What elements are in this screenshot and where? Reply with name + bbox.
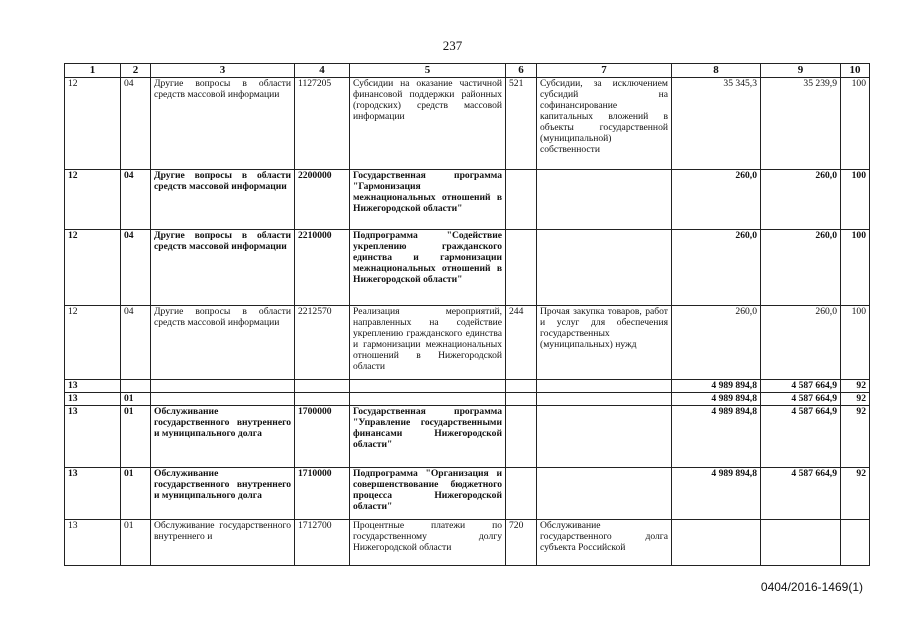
cell-executed: 4 587 664,9	[761, 468, 841, 520]
document-code: 0404/2016-1469(1)	[760, 580, 863, 594]
cell-section: 13	[65, 380, 121, 393]
cell-subsection: 04	[121, 78, 151, 170]
header-cell: 9	[761, 64, 841, 78]
cell-target-name: Подпрограмма "Содействие укреплению гражданского единства и гармонизации межнациональных отношений в Нижегородской области"	[350, 230, 506, 306]
header-cell: 2	[121, 64, 151, 78]
header-cell: 10	[841, 64, 870, 78]
cell-expense-type: 720	[506, 520, 537, 566]
cell-target-name	[350, 393, 506, 406]
cell-subsection: 04	[121, 306, 151, 380]
cell-target-name: Процентные платежи по государственному долгу Нижегородской области	[350, 520, 506, 566]
cell-target-name: Государственная программа "Управление государственными финансами Нижегородской области"	[350, 406, 506, 468]
table-row	[65, 170, 870, 230]
cell-plan: 4 989 894,8	[672, 380, 761, 393]
cell-executed: 260,0	[761, 230, 841, 306]
header-cell: 5	[350, 64, 506, 78]
cell-target-code: 1710000	[295, 468, 350, 520]
cell-target-code	[295, 393, 350, 406]
table-row	[65, 230, 870, 306]
cell-expense-type	[506, 468, 537, 520]
cell-percent: 92	[841, 406, 870, 468]
cell-target-name: Подпрограмма "Организация и совершенствование бюджетного процесса Нижегородской области"	[350, 468, 506, 520]
cell-percent: 100	[841, 78, 870, 170]
cell-percent: 100	[841, 170, 870, 230]
cell-plan: 4 989 894,8	[672, 468, 761, 520]
table-row	[65, 380, 870, 393]
cell-section-name: Другие вопросы в области средств массовой информации	[151, 306, 295, 380]
budget-table	[64, 63, 870, 566]
cell-subsection: 04	[121, 170, 151, 230]
cell-target-name: Государственная программа "Гармонизация межнациональных отношений в Нижегородской области"	[350, 170, 506, 230]
cell-executed: 260,0	[761, 170, 841, 230]
cell-target-name: Субсидии на оказание частичной финансовой поддержки районных (городских) средств массовой информации	[350, 78, 506, 170]
cell-section-name: Другие вопросы в области средств массовой информации	[151, 230, 295, 306]
cell-expense-name	[537, 380, 672, 393]
cell-executed: 35 239,9	[761, 78, 841, 170]
cell-section: 13	[65, 393, 121, 406]
cell-section: 12	[65, 230, 121, 306]
cell-section-name	[151, 380, 295, 393]
table-row	[65, 393, 870, 406]
cell-expense-type: 244	[506, 306, 537, 380]
cell-expense-name	[537, 468, 672, 520]
cell-section-name	[151, 393, 295, 406]
cell-subsection: 01	[121, 393, 151, 406]
cell-plan	[672, 520, 761, 566]
cell-section-name: Другие вопросы в области средств массовой информации	[151, 78, 295, 170]
cell-expense-name	[537, 170, 672, 230]
cell-section-name: Другие вопросы в области средств массовой информации	[151, 170, 295, 230]
cell-expense-name: Субсидии, за исключением субсидий на софинансирование капитальных вложений в объекты государственной (муниципальной) собственности	[537, 78, 672, 170]
cell-expense-type	[506, 230, 537, 306]
cell-target-code: 1127205	[295, 78, 350, 170]
cell-executed: 260,0	[761, 306, 841, 380]
cell-section-name: Обслуживание государственного внутреннего и	[151, 520, 295, 566]
cell-plan: 260,0	[672, 306, 761, 380]
cell-executed: 4 587 664,9	[761, 393, 841, 406]
cell-target-code: 1712700	[295, 520, 350, 566]
table-row	[65, 406, 870, 468]
cell-expense-name: Прочая закупка товаров, работ и услуг для обеспечения государственных (муниципальных) нужд	[537, 306, 672, 380]
cell-subsection: 01	[121, 468, 151, 520]
cell-target-code: 1700000	[295, 406, 350, 468]
header-cell: 4	[295, 64, 350, 78]
cell-percent: 100	[841, 306, 870, 380]
cell-expense-type	[506, 170, 537, 230]
cell-percent: 100	[841, 230, 870, 306]
cell-plan: 260,0	[672, 230, 761, 306]
cell-section-name: Обслуживание государственного внутреннего и муниципального долга	[151, 468, 295, 520]
cell-expense-name	[537, 393, 672, 406]
cell-expense-type: 521	[506, 78, 537, 170]
cell-expense-name: Обслуживание государственного долга субъекта Российской	[537, 520, 672, 566]
cell-percent: 92	[841, 468, 870, 520]
header-row	[65, 64, 870, 78]
cell-expense-name	[537, 406, 672, 468]
cell-target-name	[350, 380, 506, 393]
header-cell: 3	[151, 64, 295, 78]
cell-expense-type	[506, 406, 537, 468]
cell-expense-type	[506, 393, 537, 406]
cell-executed: 4 587 664,9	[761, 406, 841, 468]
cell-plan: 35 345,3	[672, 78, 761, 170]
header-cell: 6	[506, 64, 537, 78]
cell-subsection	[121, 380, 151, 393]
cell-section: 13	[65, 406, 121, 468]
cell-section: 12	[65, 170, 121, 230]
cell-executed	[761, 520, 841, 566]
header-cell: 1	[65, 64, 121, 78]
cell-subsection: 01	[121, 520, 151, 566]
cell-percent	[841, 520, 870, 566]
cell-target-name: Реализация мероприятий, направленных на содействие укреплению гражданского единства и гармонизации межнациональных отношений в Нижегородской области	[350, 306, 506, 380]
header-cell: 8	[672, 64, 761, 78]
cell-plan: 4 989 894,8	[672, 393, 761, 406]
header-cell: 7	[537, 64, 672, 78]
cell-section-name: Обслуживание государственного внутреннего и муниципального долга	[151, 406, 295, 468]
cell-section: 12	[65, 78, 121, 170]
cell-target-code: 2200000	[295, 170, 350, 230]
cell-subsection: 04	[121, 230, 151, 306]
cell-target-code: 2212570	[295, 306, 350, 380]
cell-target-code: 2210000	[295, 230, 350, 306]
table-row	[65, 468, 870, 520]
table-row	[65, 78, 870, 170]
cell-section: 13	[65, 468, 121, 520]
cell-subsection: 01	[121, 406, 151, 468]
cell-plan: 260,0	[672, 170, 761, 230]
cell-expense-name	[537, 230, 672, 306]
cell-expense-type	[506, 380, 537, 393]
cell-executed: 4 587 664,9	[761, 380, 841, 393]
page-number: 237	[442, 38, 463, 53]
table-row	[65, 306, 870, 380]
cell-section: 12	[65, 306, 121, 380]
table-row	[65, 520, 870, 566]
cell-percent: 92	[841, 393, 870, 406]
cell-percent: 92	[841, 380, 870, 393]
cell-section: 13	[65, 520, 121, 566]
cell-target-code	[295, 380, 350, 393]
cell-plan: 4 989 894,8	[672, 406, 761, 468]
